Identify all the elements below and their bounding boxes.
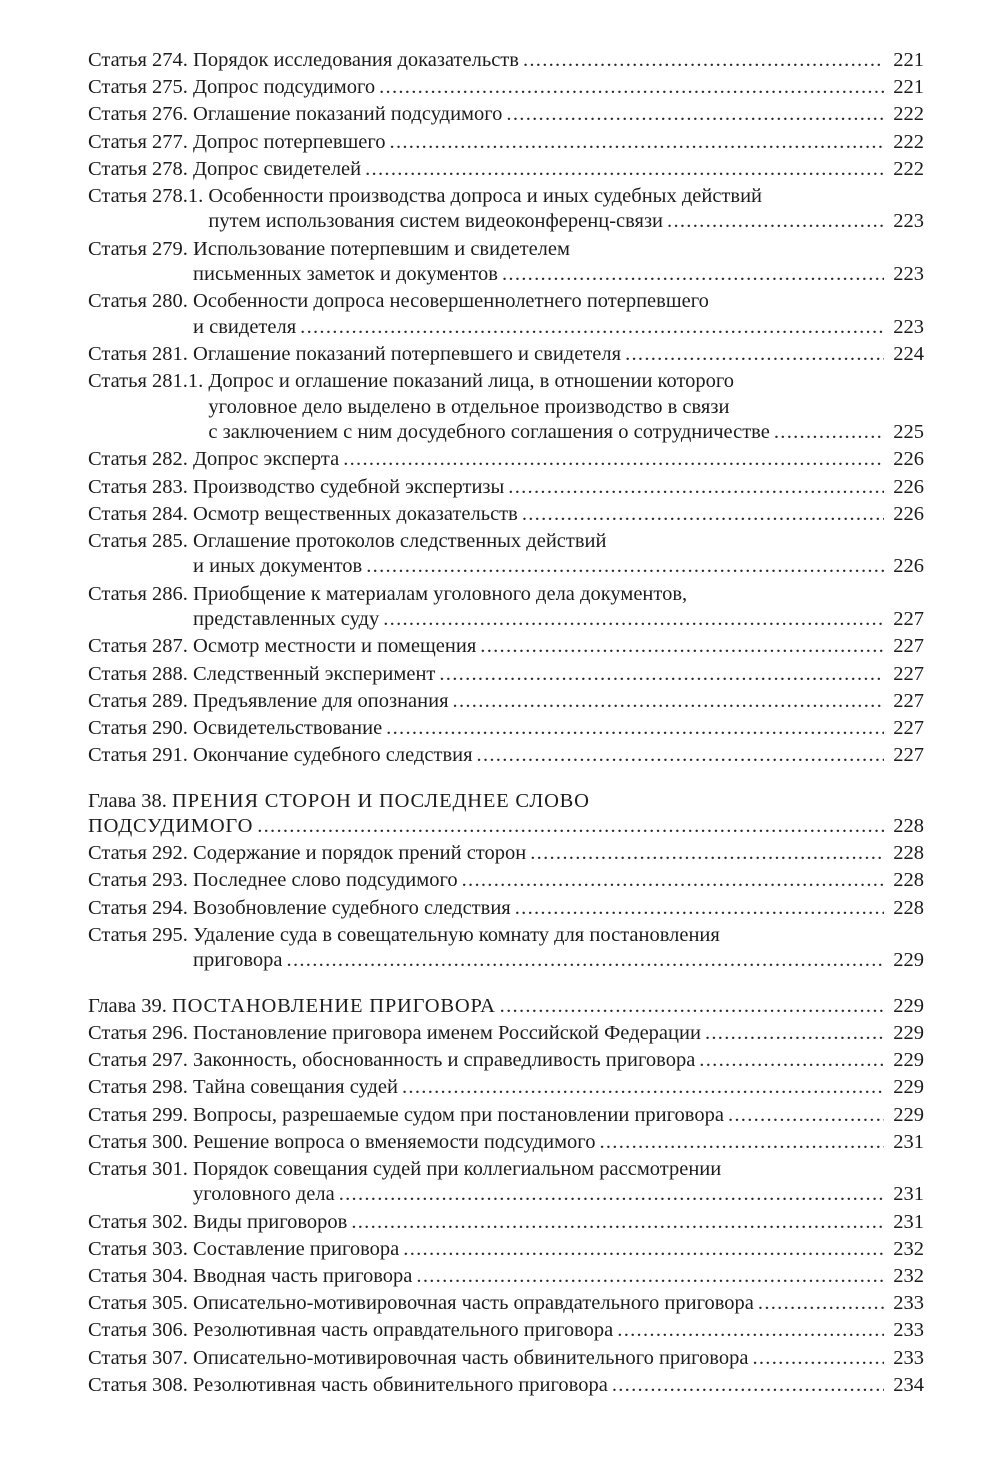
page-number: 223 bbox=[893, 210, 924, 233]
article-title: Описательно-мотивировочная часть оправдательного приговора bbox=[193, 1292, 754, 1315]
dot-leader bbox=[462, 868, 884, 894]
page-number: 226 bbox=[893, 475, 924, 498]
article-label: Статья 293. bbox=[88, 869, 194, 892]
page-number: 226 bbox=[893, 555, 924, 578]
page-number: 224 bbox=[893, 343, 924, 365]
article-label: Статья 279. bbox=[88, 237, 194, 260]
article-label: Статья 302. bbox=[88, 1210, 194, 1233]
article-label: Статья 278.1. bbox=[88, 184, 209, 207]
article-title: Оглашение показаний потерпевшего и свидетеля bbox=[193, 343, 622, 365]
page-number: 223 bbox=[893, 315, 924, 338]
article-label: Статья 300. bbox=[88, 1130, 194, 1153]
toc-line bbox=[88, 529, 924, 555]
chapter-title: ПОСТАНОВЛЕНИЕ ПРИГОВОРА bbox=[172, 994, 496, 1017]
article-title: Особенности допроса несовершеннолетнего потерпевшего bbox=[193, 290, 709, 313]
article-label: Статья 280. bbox=[88, 290, 194, 313]
toc-line bbox=[88, 634, 924, 660]
toc-line bbox=[88, 607, 924, 633]
article-label: Статья 306. bbox=[88, 1319, 194, 1342]
article-label: Статья 281.1. bbox=[88, 370, 209, 393]
toc-line bbox=[88, 369, 924, 395]
toc-article[interactable] bbox=[88, 529, 924, 580]
toc-article[interactable] bbox=[88, 369, 924, 446]
article-title: уголовного дела bbox=[193, 1183, 335, 1206]
article-title: Постановление приговора именем Российской Федерации bbox=[193, 1022, 701, 1044]
dot-leader bbox=[366, 554, 884, 580]
page-number: 228 bbox=[893, 869, 924, 892]
chapter-title: ПРЕНИЯ СТОРОН И ПОСЛЕДНЕЕ СЛОВО bbox=[172, 789, 590, 812]
article-title: и свидетеля bbox=[193, 315, 297, 338]
article-title: Использование потерпевшим и свидетелем bbox=[193, 237, 570, 260]
article-label: Статья 291. bbox=[88, 744, 194, 767]
toc-article[interactable] bbox=[88, 75, 924, 101]
page-number: 234 bbox=[893, 1373, 924, 1396]
article-label: Статья 308. bbox=[88, 1373, 194, 1396]
dot-leader bbox=[390, 130, 884, 156]
dot-leader bbox=[257, 814, 884, 840]
page-number: 233 bbox=[893, 1319, 924, 1342]
toc-line bbox=[88, 1157, 924, 1183]
toc-line bbox=[88, 1291, 924, 1317]
toc-line bbox=[88, 475, 924, 501]
article-label: Статья 296. bbox=[88, 1022, 194, 1044]
dot-leader bbox=[339, 1182, 884, 1208]
toc-article[interactable] bbox=[88, 48, 924, 74]
article-title: Удаление суда в совещательную комнату для постановления bbox=[193, 923, 720, 946]
toc-article[interactable] bbox=[88, 1130, 924, 1156]
toc-chapter[interactable] bbox=[88, 994, 924, 1020]
toc-line bbox=[88, 209, 924, 235]
dot-leader bbox=[287, 948, 884, 974]
toc-line bbox=[88, 994, 924, 1020]
toc-article[interactable] bbox=[88, 662, 924, 688]
toc-line bbox=[88, 75, 924, 101]
toc-line bbox=[88, 130, 924, 156]
dot-leader bbox=[343, 447, 884, 473]
article-title: письменных заметок и документов bbox=[193, 263, 498, 286]
page-number: 222 bbox=[893, 157, 924, 180]
toc-article[interactable] bbox=[88, 841, 924, 867]
article-title: Оглашение протоколов следственных действий bbox=[193, 529, 607, 552]
dot-leader bbox=[402, 1075, 884, 1101]
toc-article[interactable] bbox=[88, 1021, 924, 1047]
dot-leader bbox=[599, 1130, 884, 1156]
toc-line bbox=[88, 841, 924, 867]
dot-leader bbox=[699, 1048, 884, 1074]
article-label: Статья 278. bbox=[88, 157, 194, 180]
article-title: Осмотр вещественных доказательств bbox=[193, 502, 518, 525]
article-title: Допрос и оглашение показаний лица, в отношении которого bbox=[208, 370, 735, 393]
toc-line bbox=[88, 1103, 924, 1129]
toc-line bbox=[88, 582, 924, 608]
toc-line bbox=[88, 48, 924, 74]
toc-article[interactable] bbox=[88, 689, 924, 715]
toc-line bbox=[88, 237, 924, 263]
toc-line bbox=[88, 1048, 924, 1074]
article-title: Составление приговора bbox=[193, 1237, 400, 1260]
dot-leader bbox=[477, 743, 884, 769]
article-label: Статья 282. bbox=[88, 448, 194, 471]
dot-leader bbox=[515, 896, 884, 922]
article-title: Следственный эксперимент bbox=[193, 662, 436, 685]
toc-line bbox=[88, 289, 924, 315]
toc-article[interactable] bbox=[88, 157, 924, 183]
dot-leader bbox=[300, 315, 884, 341]
article-title: Предъявление для опознания bbox=[193, 689, 449, 712]
article-label: Статья 283. bbox=[88, 475, 194, 498]
toc-article[interactable] bbox=[88, 342, 924, 368]
article-label: Статья 297. bbox=[88, 1049, 194, 1072]
article-label: Статья 304. bbox=[88, 1265, 194, 1287]
toc-article[interactable] bbox=[88, 1291, 924, 1317]
article-label: Статья 307. bbox=[88, 1346, 194, 1369]
toc-article[interactable] bbox=[88, 1237, 924, 1263]
dot-leader bbox=[386, 716, 884, 742]
toc-line bbox=[88, 102, 924, 128]
page-number: 229 bbox=[893, 1049, 924, 1072]
article-title: Допрос подсудимого bbox=[193, 76, 376, 99]
article-title: Решение вопроса о вменяемости подсудимого bbox=[193, 1130, 596, 1153]
dot-leader bbox=[530, 841, 884, 867]
toc-line bbox=[88, 342, 924, 368]
article-title: Вопросы, разрешаемые судом при постановлении приговора bbox=[193, 1103, 724, 1126]
toc-line bbox=[88, 1075, 924, 1101]
page-number: 232 bbox=[893, 1237, 924, 1260]
dot-leader bbox=[667, 209, 884, 235]
article-title: и иных документов bbox=[193, 555, 363, 578]
dot-leader bbox=[522, 502, 884, 528]
article-label: Статья 299. bbox=[88, 1103, 194, 1126]
article-title: Последнее слово подсудимого bbox=[193, 869, 458, 892]
toc-line bbox=[88, 1210, 924, 1236]
toc-article[interactable] bbox=[88, 868, 924, 894]
dot-leader bbox=[365, 157, 884, 183]
page-number: 228 bbox=[893, 842, 924, 865]
toc-line bbox=[88, 948, 924, 974]
article-label: Статья 288. bbox=[88, 662, 194, 685]
toc-line bbox=[88, 184, 924, 210]
article-label: Статья 287. bbox=[88, 635, 194, 658]
toc-line bbox=[88, 1237, 924, 1263]
toc-article[interactable] bbox=[88, 1048, 924, 1074]
toc-line bbox=[88, 554, 924, 580]
toc-line bbox=[88, 1130, 924, 1156]
toc-line bbox=[88, 1021, 924, 1047]
toc-line bbox=[88, 662, 924, 688]
dot-leader bbox=[383, 607, 884, 633]
article-title: Оглашение показаний подсудимого bbox=[193, 103, 503, 126]
toc-line bbox=[88, 1346, 924, 1372]
dot-leader bbox=[416, 1264, 884, 1290]
article-label: Статья 275. bbox=[88, 76, 194, 99]
toc-line bbox=[88, 716, 924, 742]
page-number: 227 bbox=[893, 744, 924, 767]
page-number: 229 bbox=[893, 994, 924, 1017]
toc-line bbox=[88, 689, 924, 715]
article-title: Резолютивная часть обвинительного приговора bbox=[193, 1373, 608, 1396]
toc-article[interactable] bbox=[88, 716, 924, 742]
page-number: 229 bbox=[893, 949, 924, 972]
article-title: Возобновление судебного следствия bbox=[193, 896, 511, 919]
toc-line bbox=[88, 262, 924, 288]
article-title: Вводная часть приговора bbox=[193, 1265, 413, 1287]
toc-line bbox=[88, 1373, 924, 1399]
article-label: Статья 274. bbox=[88, 49, 194, 71]
toc-article[interactable] bbox=[88, 475, 924, 501]
page-number: 226 bbox=[893, 448, 924, 471]
toc-line bbox=[88, 814, 924, 840]
toc-line bbox=[88, 923, 924, 949]
dot-leader bbox=[758, 1291, 884, 1317]
article-title: представленных суду bbox=[193, 608, 380, 631]
page-number: 228 bbox=[893, 896, 924, 919]
article-label: Статья 276. bbox=[88, 103, 194, 126]
page-number: 225 bbox=[893, 421, 924, 444]
article-title: Допрос эксперта bbox=[193, 448, 340, 471]
toc-article[interactable] bbox=[88, 447, 924, 473]
article-label: Статья 289. bbox=[88, 689, 194, 712]
page-number: 222 bbox=[893, 130, 924, 153]
page-number: 233 bbox=[893, 1346, 924, 1369]
article-title: Тайна совещания судей bbox=[193, 1076, 398, 1099]
toc-article[interactable] bbox=[88, 237, 924, 288]
article-label: Статья 277. bbox=[88, 130, 194, 153]
toc-article[interactable] bbox=[88, 130, 924, 156]
toc-line bbox=[88, 315, 924, 341]
toc-article[interactable] bbox=[88, 289, 924, 340]
toc-line bbox=[88, 789, 924, 815]
dot-leader bbox=[480, 634, 884, 660]
dot-leader bbox=[500, 994, 884, 1020]
toc-line bbox=[88, 157, 924, 183]
toc-article[interactable] bbox=[88, 1346, 924, 1372]
article-label: Статья 305. bbox=[88, 1292, 194, 1315]
page-number: 227 bbox=[893, 716, 924, 739]
toc-article[interactable] bbox=[88, 1210, 924, 1236]
article-title: Особенности производства допроса и иных судебных действий bbox=[208, 184, 763, 207]
article-title: Окончание судебного следствия bbox=[193, 744, 473, 767]
dot-leader bbox=[439, 662, 884, 688]
dot-leader bbox=[502, 262, 884, 288]
table-of-contents bbox=[88, 48, 924, 1400]
toc-article[interactable] bbox=[88, 923, 924, 974]
article-title: Законность, обоснованность и справедливость приговора bbox=[193, 1049, 696, 1072]
toc-line bbox=[88, 395, 924, 421]
dot-leader bbox=[506, 102, 884, 128]
article-label: Статья 285. bbox=[88, 529, 194, 552]
page-number: 227 bbox=[893, 635, 924, 658]
page-number: 231 bbox=[893, 1210, 924, 1233]
dot-leader bbox=[379, 75, 884, 101]
toc-line bbox=[88, 447, 924, 473]
article-title: Допрос свидетелей bbox=[193, 157, 362, 180]
article-title: уголовное дело выделено в отдельное производство в связи bbox=[208, 395, 730, 418]
dot-leader bbox=[774, 420, 884, 446]
toc-article[interactable] bbox=[88, 1373, 924, 1399]
page-number: 227 bbox=[893, 662, 924, 685]
article-title: Виды приговоров bbox=[193, 1210, 348, 1233]
page-number: 233 bbox=[893, 1292, 924, 1315]
toc-article[interactable] bbox=[88, 896, 924, 922]
chapter-label: Глава 38. bbox=[88, 789, 173, 812]
toc-line bbox=[88, 420, 924, 446]
article-label: Статья 298. bbox=[88, 1076, 194, 1099]
toc-article[interactable] bbox=[88, 502, 924, 528]
dot-leader bbox=[453, 689, 884, 715]
toc-line bbox=[88, 868, 924, 894]
toc-line bbox=[88, 1182, 924, 1208]
page-number: 231 bbox=[893, 1130, 924, 1153]
article-label: Статья 295. bbox=[88, 923, 194, 946]
article-label: Статья 284. bbox=[88, 502, 194, 525]
article-title: Содержание и порядок прений сторон bbox=[193, 842, 527, 865]
toc-line bbox=[88, 502, 924, 528]
article-title: путем использования систем видеоконференц-связи bbox=[208, 210, 664, 233]
dot-leader bbox=[625, 342, 884, 368]
page-number: 227 bbox=[893, 608, 924, 631]
toc-article[interactable] bbox=[88, 582, 924, 633]
page-number: 229 bbox=[893, 1022, 924, 1044]
page-number: 228 bbox=[893, 815, 924, 838]
dot-leader bbox=[705, 1021, 884, 1047]
page-number: 226 bbox=[893, 502, 924, 525]
toc-line bbox=[88, 1264, 924, 1290]
page-number: 221 bbox=[893, 49, 924, 71]
dot-leader bbox=[351, 1210, 884, 1236]
page-number: 223 bbox=[893, 263, 924, 286]
chapter-title: ПОДСУДИМОГО bbox=[88, 815, 254, 838]
article-label: Статья 281. bbox=[88, 343, 194, 365]
toc-article[interactable] bbox=[88, 184, 924, 235]
toc-article[interactable] bbox=[88, 1264, 924, 1290]
article-label: Статья 292. bbox=[88, 842, 194, 865]
article-title: Допрос потерпевшего bbox=[193, 130, 386, 153]
article-title: Осмотр местности и помещения bbox=[193, 635, 477, 658]
toc-article[interactable] bbox=[88, 1157, 924, 1208]
dot-leader bbox=[728, 1103, 884, 1129]
toc-line bbox=[88, 1318, 924, 1344]
dot-leader bbox=[612, 1373, 884, 1399]
page-number: 222 bbox=[893, 103, 924, 126]
dot-leader bbox=[617, 1318, 884, 1344]
article-label: Статья 301. bbox=[88, 1157, 194, 1180]
chapter-label: Глава 39. bbox=[88, 994, 173, 1017]
article-title: Производство судебной экспертизы bbox=[193, 475, 505, 498]
article-label: Статья 303. bbox=[88, 1237, 194, 1260]
article-title: Освидетельствование bbox=[193, 716, 383, 739]
article-title: Описательно-мотивировочная часть обвинительного приговора bbox=[193, 1346, 749, 1369]
article-title: приговора bbox=[193, 949, 283, 972]
page-number: 232 bbox=[893, 1265, 924, 1287]
toc-article[interactable] bbox=[88, 743, 924, 769]
toc-article[interactable] bbox=[88, 634, 924, 660]
article-title: с заключением с ним досудебного соглашения о сотрудничестве bbox=[208, 421, 770, 444]
toc-article[interactable] bbox=[88, 102, 924, 128]
dot-leader bbox=[403, 1237, 884, 1263]
toc-article[interactable] bbox=[88, 1103, 924, 1129]
page-number: 221 bbox=[893, 76, 924, 99]
article-title: Резолютивная часть оправдательного приговора bbox=[193, 1319, 614, 1342]
page-number: 229 bbox=[893, 1076, 924, 1099]
page-number: 229 bbox=[893, 1103, 924, 1126]
toc-line bbox=[88, 896, 924, 922]
dot-leader bbox=[523, 48, 884, 74]
toc-article[interactable] bbox=[88, 1318, 924, 1344]
toc-article[interactable] bbox=[88, 1075, 924, 1101]
dot-leader bbox=[508, 475, 884, 501]
article-label: Статья 286. bbox=[88, 582, 194, 605]
page-number: 231 bbox=[893, 1183, 924, 1206]
article-label: Статья 290. bbox=[88, 716, 194, 739]
toc-line bbox=[88, 743, 924, 769]
dot-leader bbox=[752, 1346, 884, 1372]
article-title: Приобщение к материалам уголовного дела документов, bbox=[193, 582, 688, 605]
article-label: Статья 294. bbox=[88, 896, 194, 919]
article-title: Порядок совещания судей при коллегиальном рассмотрении bbox=[193, 1157, 722, 1180]
toc-chapter[interactable] bbox=[88, 789, 924, 840]
page-number: 227 bbox=[893, 689, 924, 712]
article-title: Порядок исследования доказательств bbox=[193, 49, 519, 71]
